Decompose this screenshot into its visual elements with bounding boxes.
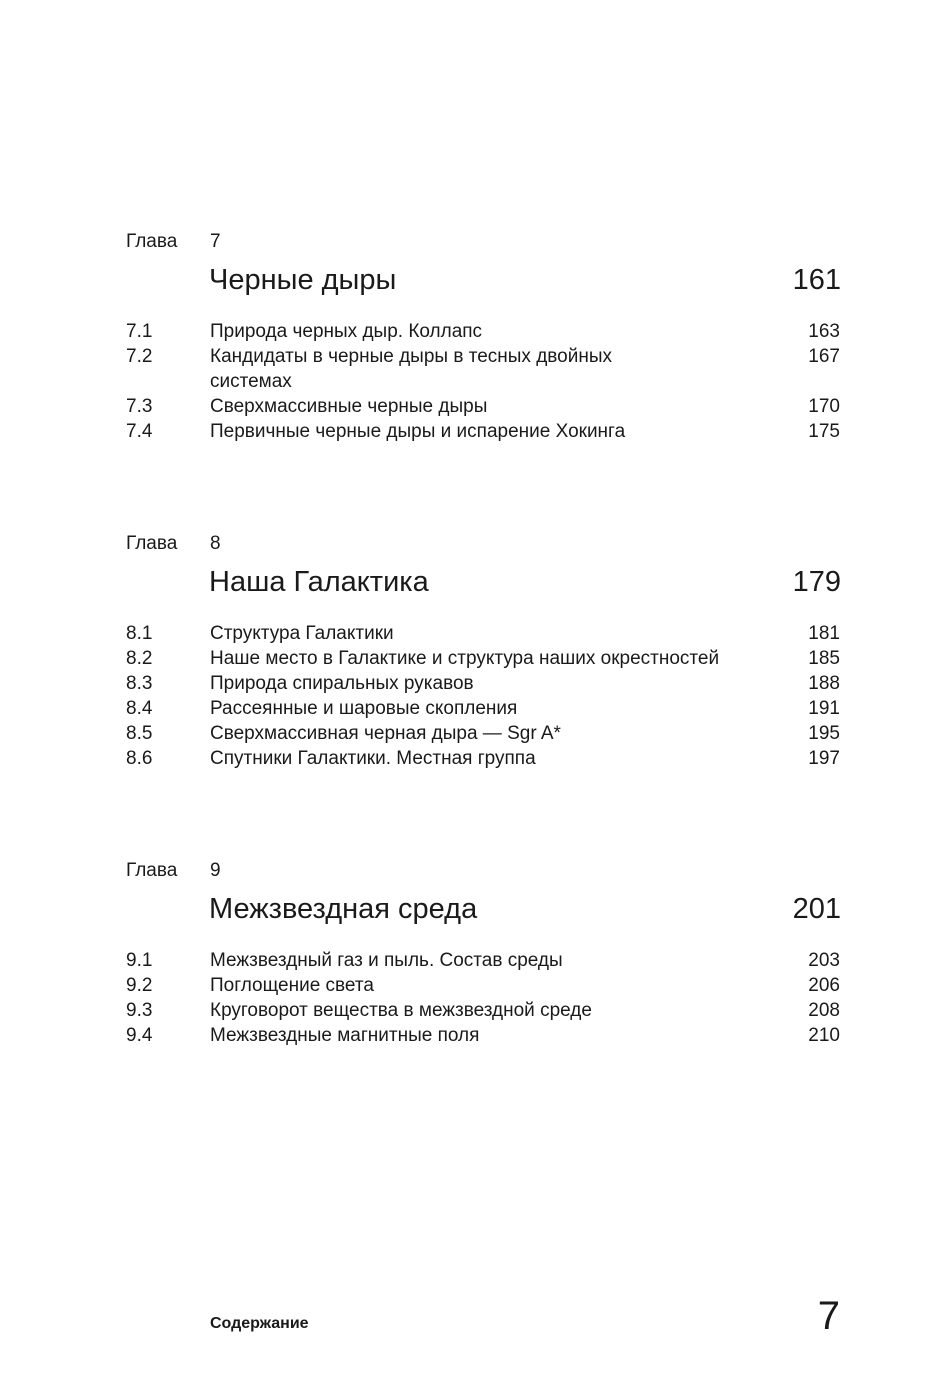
toc-entry[interactable]: [0, 419, 952, 444]
section-page: 175: [808, 421, 840, 442]
chapter-number: 8: [210, 533, 221, 554]
toc-entry[interactable]: [0, 646, 952, 671]
toc-entry[interactable]: [0, 344, 952, 394]
section-number: 8.6: [126, 748, 153, 769]
section-page: 191: [808, 698, 840, 719]
section-title: Кандидаты в черные дыры в тесных двойных системах: [210, 346, 612, 392]
page-number: 7: [817, 1294, 840, 1338]
section-list: [0, 319, 952, 444]
section-page: 210: [808, 1025, 840, 1046]
section-number: 9.1: [126, 950, 153, 971]
section-page: 185: [808, 648, 840, 669]
section-number: 9.3: [126, 1000, 153, 1021]
section-title: Межзвездный газ и пыль. Состав среды: [210, 950, 563, 971]
section-title: Природа спиральных рукавов: [210, 673, 474, 694]
section-page: 203: [808, 950, 840, 971]
section-title: Спутники Галактики. Местная группа: [210, 748, 536, 769]
toc-entry[interactable]: [0, 746, 952, 771]
section-list: [0, 948, 952, 1048]
section-title: Структура Галактики: [210, 623, 394, 644]
section-title: Поглощение света: [210, 975, 374, 996]
section-title: Круговорот вещества в межзвездной среде: [210, 1000, 592, 1021]
section-number: 8.2: [126, 648, 153, 669]
section-title: Сверхмассивная черная дыра — Sgr A*: [210, 723, 561, 744]
toc-entry[interactable]: [0, 948, 952, 973]
chapter-label: Глава: [126, 533, 178, 554]
toc-entry[interactable]: [0, 671, 952, 696]
section-page: 163: [808, 321, 840, 342]
chapter-title[interactable]: Наша Галактика: [209, 566, 429, 598]
section-page: 197: [808, 748, 840, 769]
section-page: 167: [808, 346, 840, 367]
running-footer-label: Содержание: [210, 1315, 309, 1332]
chapter-page: 201: [792, 893, 841, 925]
section-title: Межзвездные магнитные поля: [210, 1025, 480, 1046]
section-number: 7.1: [126, 321, 153, 342]
section-number: 9.2: [126, 975, 153, 996]
chapter-number: 7: [210, 231, 221, 252]
section-number: 8.3: [126, 673, 153, 694]
toc-entry[interactable]: [0, 998, 952, 1023]
section-title: Первичные черные дыры и испарение Хокинга: [210, 421, 626, 442]
chapter-title[interactable]: Межзвездная среда: [209, 893, 478, 925]
chapter-page: 179: [792, 566, 841, 598]
section-number: 7.3: [126, 396, 153, 417]
section-number: 7.4: [126, 421, 153, 442]
section-number: 7.2: [126, 346, 153, 367]
toc-entry[interactable]: [0, 973, 952, 998]
toc-entry[interactable]: [0, 696, 952, 721]
chapter-label: Глава: [126, 231, 178, 252]
toc-entry[interactable]: [0, 721, 952, 746]
toc-entry[interactable]: [0, 1023, 952, 1048]
section-list: [0, 621, 952, 771]
section-title: Рассеянные и шаровые скопления: [210, 698, 518, 719]
section-page: 181: [808, 623, 840, 644]
section-number: 9.4: [126, 1025, 153, 1046]
section-number: 8.1: [126, 623, 153, 644]
section-page: 208: [808, 1000, 840, 1021]
toc-entry[interactable]: [0, 621, 952, 646]
section-page: 195: [808, 723, 840, 744]
toc-entry[interactable]: [0, 394, 952, 419]
section-page: 206: [808, 975, 840, 996]
chapter-page: 161: [792, 264, 841, 296]
section-number: 8.4: [126, 698, 153, 719]
section-title: Наше место в Галактике и структура наших окрестностей: [210, 648, 720, 669]
section-page: 188: [808, 673, 840, 694]
toc-entry[interactable]: [0, 319, 952, 344]
section-title: Природа черных дыр. Коллапс: [210, 321, 483, 342]
section-number: 8.5: [126, 723, 153, 744]
chapter-title[interactable]: Черные дыры: [209, 264, 397, 296]
chapter-label: Глава: [126, 860, 178, 881]
section-page: 170: [808, 396, 840, 417]
section-title: Сверхмассивные черные дыры: [210, 396, 488, 417]
chapter-number: 9: [210, 860, 221, 881]
